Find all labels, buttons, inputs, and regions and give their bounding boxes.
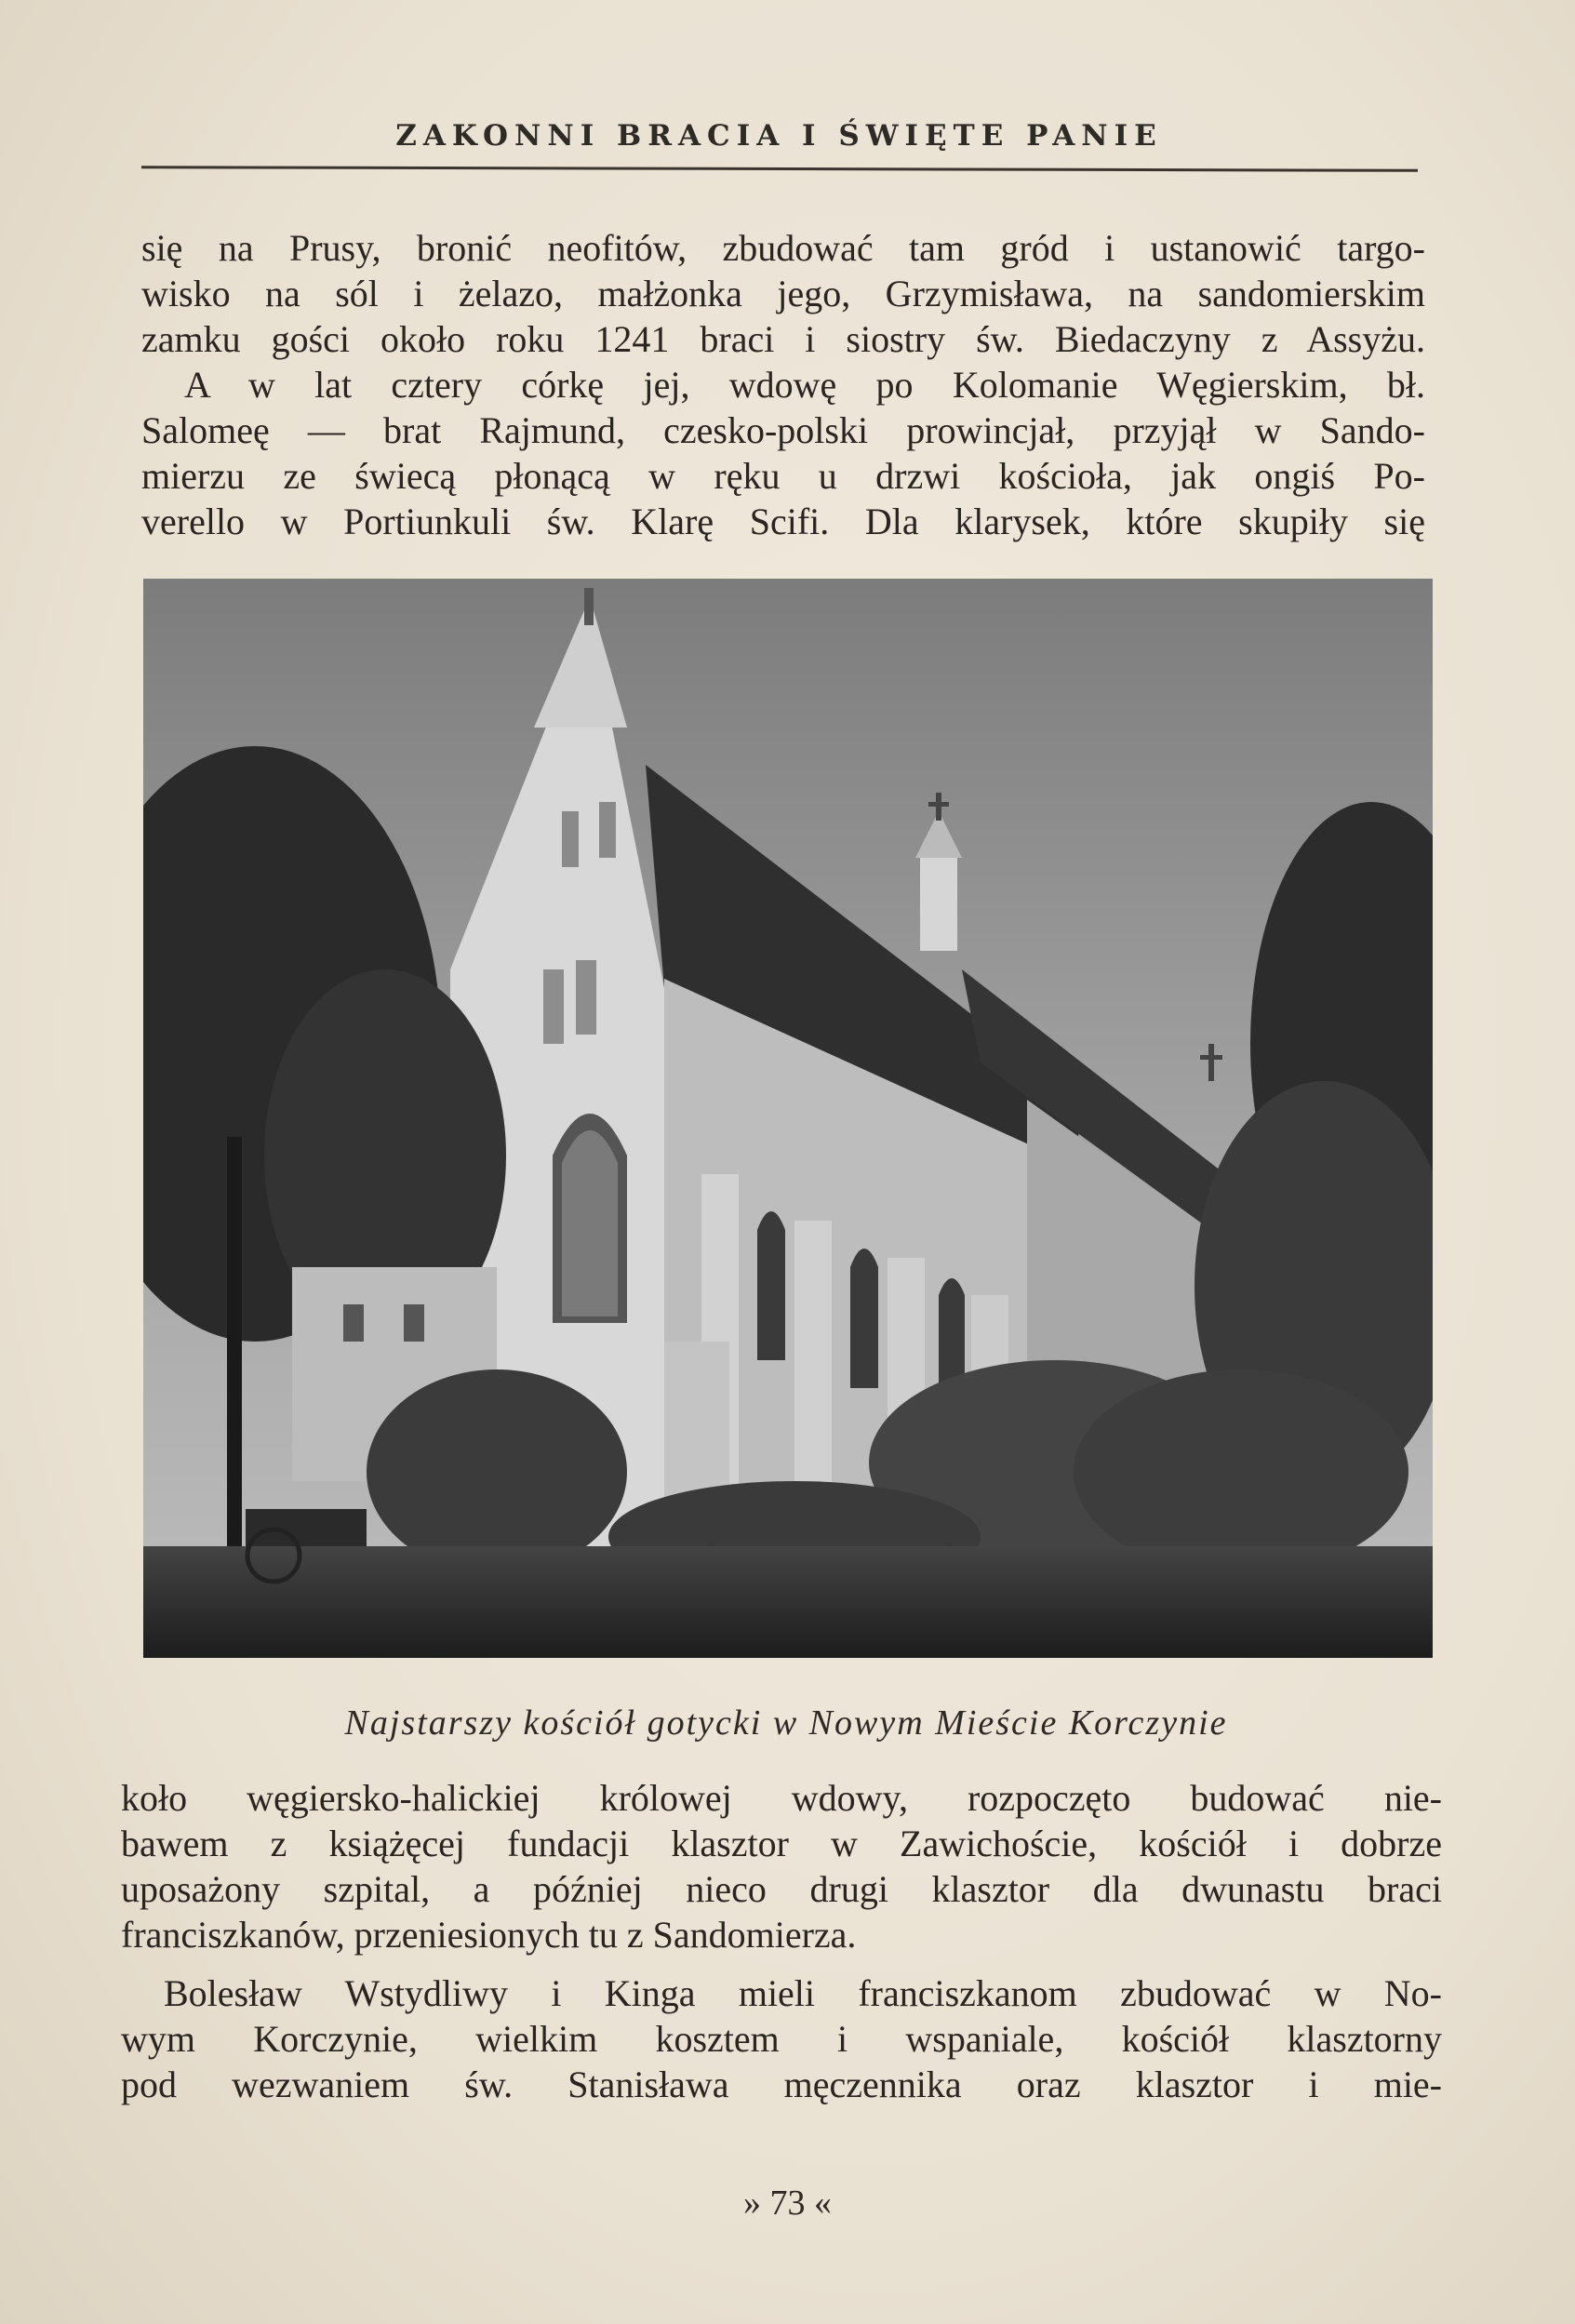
text-line: zamku gości około roku 1241 braci i siostry św. Biedaczyny z Assyżu. bbox=[141, 318, 1425, 360]
photo-caption: Najstarszy kościół gotycki w Nowym Mieście Korczynie bbox=[344, 1703, 1228, 1743]
page-number: » 73 « bbox=[743, 2184, 832, 2223]
text-line: koło węgiersko-halickiej królowej wdowy, rozpoczęto budować nie- bbox=[121, 1777, 1442, 1819]
text-line: franciszkanów, przeniesionych tu z Sandomierza. bbox=[121, 1914, 857, 1956]
paragraph-top bbox=[141, 225, 1425, 544]
text-line: verello w Portiunkuli św. Klarę Scifi. Dla klarysek, które skupiły się bbox=[141, 501, 1425, 542]
paragraph-middle bbox=[121, 1775, 1442, 1957]
header-rule bbox=[141, 166, 1418, 172]
text-line: wisko na sól i żelazo, małżonka jego, Grzymisława, na sandomierskim bbox=[141, 273, 1425, 314]
text-line: wym Korczynie, wielkim kosztem i wspaniale, kościół klasztorny bbox=[121, 2018, 1442, 2060]
paragraph-bottom bbox=[121, 1970, 1442, 2107]
text-line: Salomeę — brat Rajmund, czesko-polski prowincjał, przyjął w Sando- bbox=[141, 409, 1425, 451]
text-line: bawem z książęcej fundacji klasztor w Zawichoście, kościół i dobrze bbox=[121, 1823, 1442, 1864]
text-line: pod wezwaniem św. Stanisława męczennika oraz klasztor i mie- bbox=[121, 2064, 1442, 2105]
church-photograph bbox=[143, 579, 1433, 1658]
text-line: mierzu ze świecą płonącą w ręku u drzwi kościoła, jak ongiś Po- bbox=[141, 455, 1425, 497]
text-line: uposażony szpital, a później nieco drugi klasztor dla dwunastu braci bbox=[121, 1868, 1442, 1910]
running-head: ZAKONNI BRACIA I ŚWIĘTE PANIE bbox=[395, 119, 1163, 153]
text-line: A w lat cztery córkę jej, wdowę po Kolomanie Węgierskim, bł. bbox=[184, 364, 1425, 406]
text-line: się na Prusy, bronić neofitów, zbudować tam gród i ustanowić targo- bbox=[141, 227, 1425, 269]
text-line: Bolesław Wstydliwy i Kinga mieli franciszkanom zbudować w No- bbox=[164, 1972, 1442, 2014]
